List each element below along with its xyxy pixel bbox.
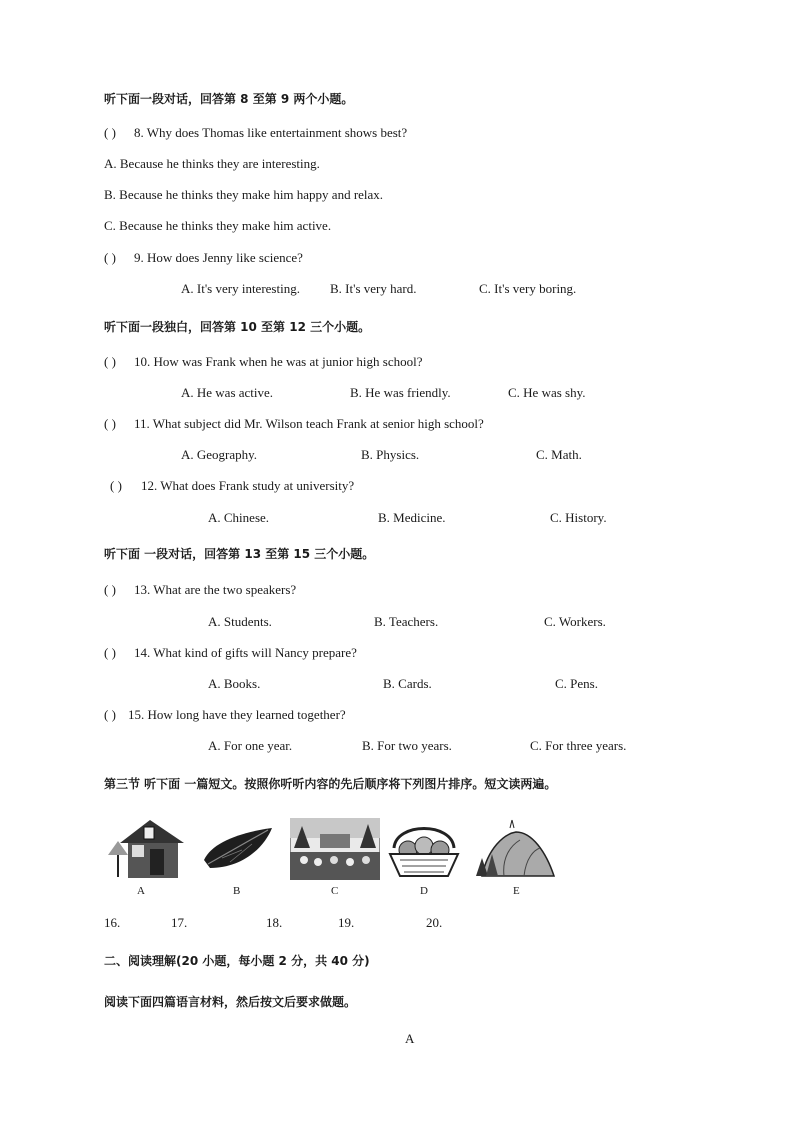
question-14-option-c: C. Pens. (555, 676, 598, 691)
question-14-text: 14. What kind of gifts will Nancy prepare? (134, 645, 357, 660)
question-11-option-a: A. Geography. (181, 447, 258, 462)
question-12-option-a: A. Chinese. (208, 510, 270, 525)
question-9-paren[interactable]: ( ) (104, 250, 116, 265)
question-10-text: 10. How was Frank when he was at junior high school? (134, 354, 423, 369)
question-8-text: 8. Why does Thomas like entertainment shows best? (134, 125, 408, 140)
question-12-paren[interactable]: ( ) (110, 478, 122, 493)
picture-c-scene (290, 818, 380, 880)
question-10-option-b: B. He was friendly. (350, 385, 451, 400)
question-10-option-a: A. He was active. (181, 385, 274, 400)
question-8-option-c: C. Because he thinks they make him active. (104, 218, 332, 233)
question-15-option-a: A. For one year. (208, 738, 293, 753)
question-9-option-a: A. It's very interesting. (181, 281, 300, 296)
picture-b-label: B (233, 885, 241, 897)
picture-a-hut (106, 815, 186, 881)
question-12-option-c: C. History. (550, 510, 607, 525)
question-12-text: 12. What does Frank study at university? (141, 478, 355, 493)
question-13-option-c: C. Workers. (544, 614, 606, 629)
answer-blank-17[interactable]: 17. (171, 915, 188, 930)
question-15-option-b: B. For two years. (362, 738, 452, 753)
reading-instruction: 阅读下面四篇语言材料，然后按文后要求做题。 (104, 995, 357, 1009)
picture-e-mountain (474, 818, 558, 880)
question-9-text: 9. How does Jenny like science? (134, 250, 303, 265)
picture-e-label: E (513, 885, 520, 897)
picture-d-label: D (420, 885, 428, 897)
question-15-text: 15. How long have they learned together? (128, 707, 346, 722)
question-15-paren[interactable]: ( ) (104, 707, 116, 722)
reading-section-header: 二、阅读理解(20 小题，每小题 2 分，共 40 分) (104, 954, 370, 968)
question-15-option-c: C. For three years. (530, 738, 627, 753)
question-9-option-b: B. It's very hard. (330, 281, 417, 296)
question-11-text: 11. What subject did Mr. Wilson teach Frank at senior high school? (134, 416, 484, 431)
section-header-8-9: 听下面一段对话，回答第 8 至第 9 两个小题。 (104, 92, 354, 106)
question-13-option-b: B. Teachers. (374, 614, 439, 629)
question-14-option-b: B. Cards. (383, 676, 432, 691)
question-13-text: 13. What are the two speakers? (134, 582, 297, 597)
question-11-option-b: B. Physics. (361, 447, 420, 462)
picture-c-label: C (331, 885, 339, 897)
question-8-option-b: B. Because he thinks they make him happy and relax. (104, 187, 384, 202)
question-9-option-c: C. It's very boring. (479, 281, 577, 296)
section-3-header: 第三节 听下面 一篇短文。按照你听听内容的先后顺序将下列图片排序。短文读两遍。 (104, 777, 557, 791)
answer-blank-20[interactable]: 20. (426, 915, 443, 930)
answer-blank-19[interactable]: 19. (338, 915, 355, 930)
answer-blank-16[interactable]: 16. (104, 915, 121, 930)
section-header-10-12: 听下面一段独白，回答第 10 至第 12 三个小题。 (104, 320, 371, 334)
question-8-paren[interactable]: ( ) (104, 125, 116, 140)
question-10-option-c: C. He was shy. (508, 385, 586, 400)
question-10-paren[interactable]: ( ) (104, 354, 116, 369)
question-12-option-b: B. Medicine. (378, 510, 446, 525)
question-13-paren[interactable]: ( ) (104, 582, 116, 597)
picture-a-label: A (137, 885, 145, 897)
picture-b-leaf (202, 822, 274, 872)
section-header-13-15: 听下面 一段对话，回答第 13 至第 15 三个小题。 (104, 547, 375, 561)
answer-blank-18[interactable]: 18. (266, 915, 283, 930)
question-13-option-a: A. Students. (208, 614, 272, 629)
question-14-paren[interactable]: ( ) (104, 645, 116, 660)
picture-d-fruit-basket (386, 818, 462, 880)
question-11-option-c: C. Math. (536, 447, 582, 462)
passage-label-a: A (405, 1031, 415, 1046)
question-8-option-a: A. Because he thinks they are interesting. (104, 156, 320, 171)
question-11-paren[interactable]: ( ) (104, 416, 116, 431)
question-14-option-a: A. Books. (208, 676, 261, 691)
